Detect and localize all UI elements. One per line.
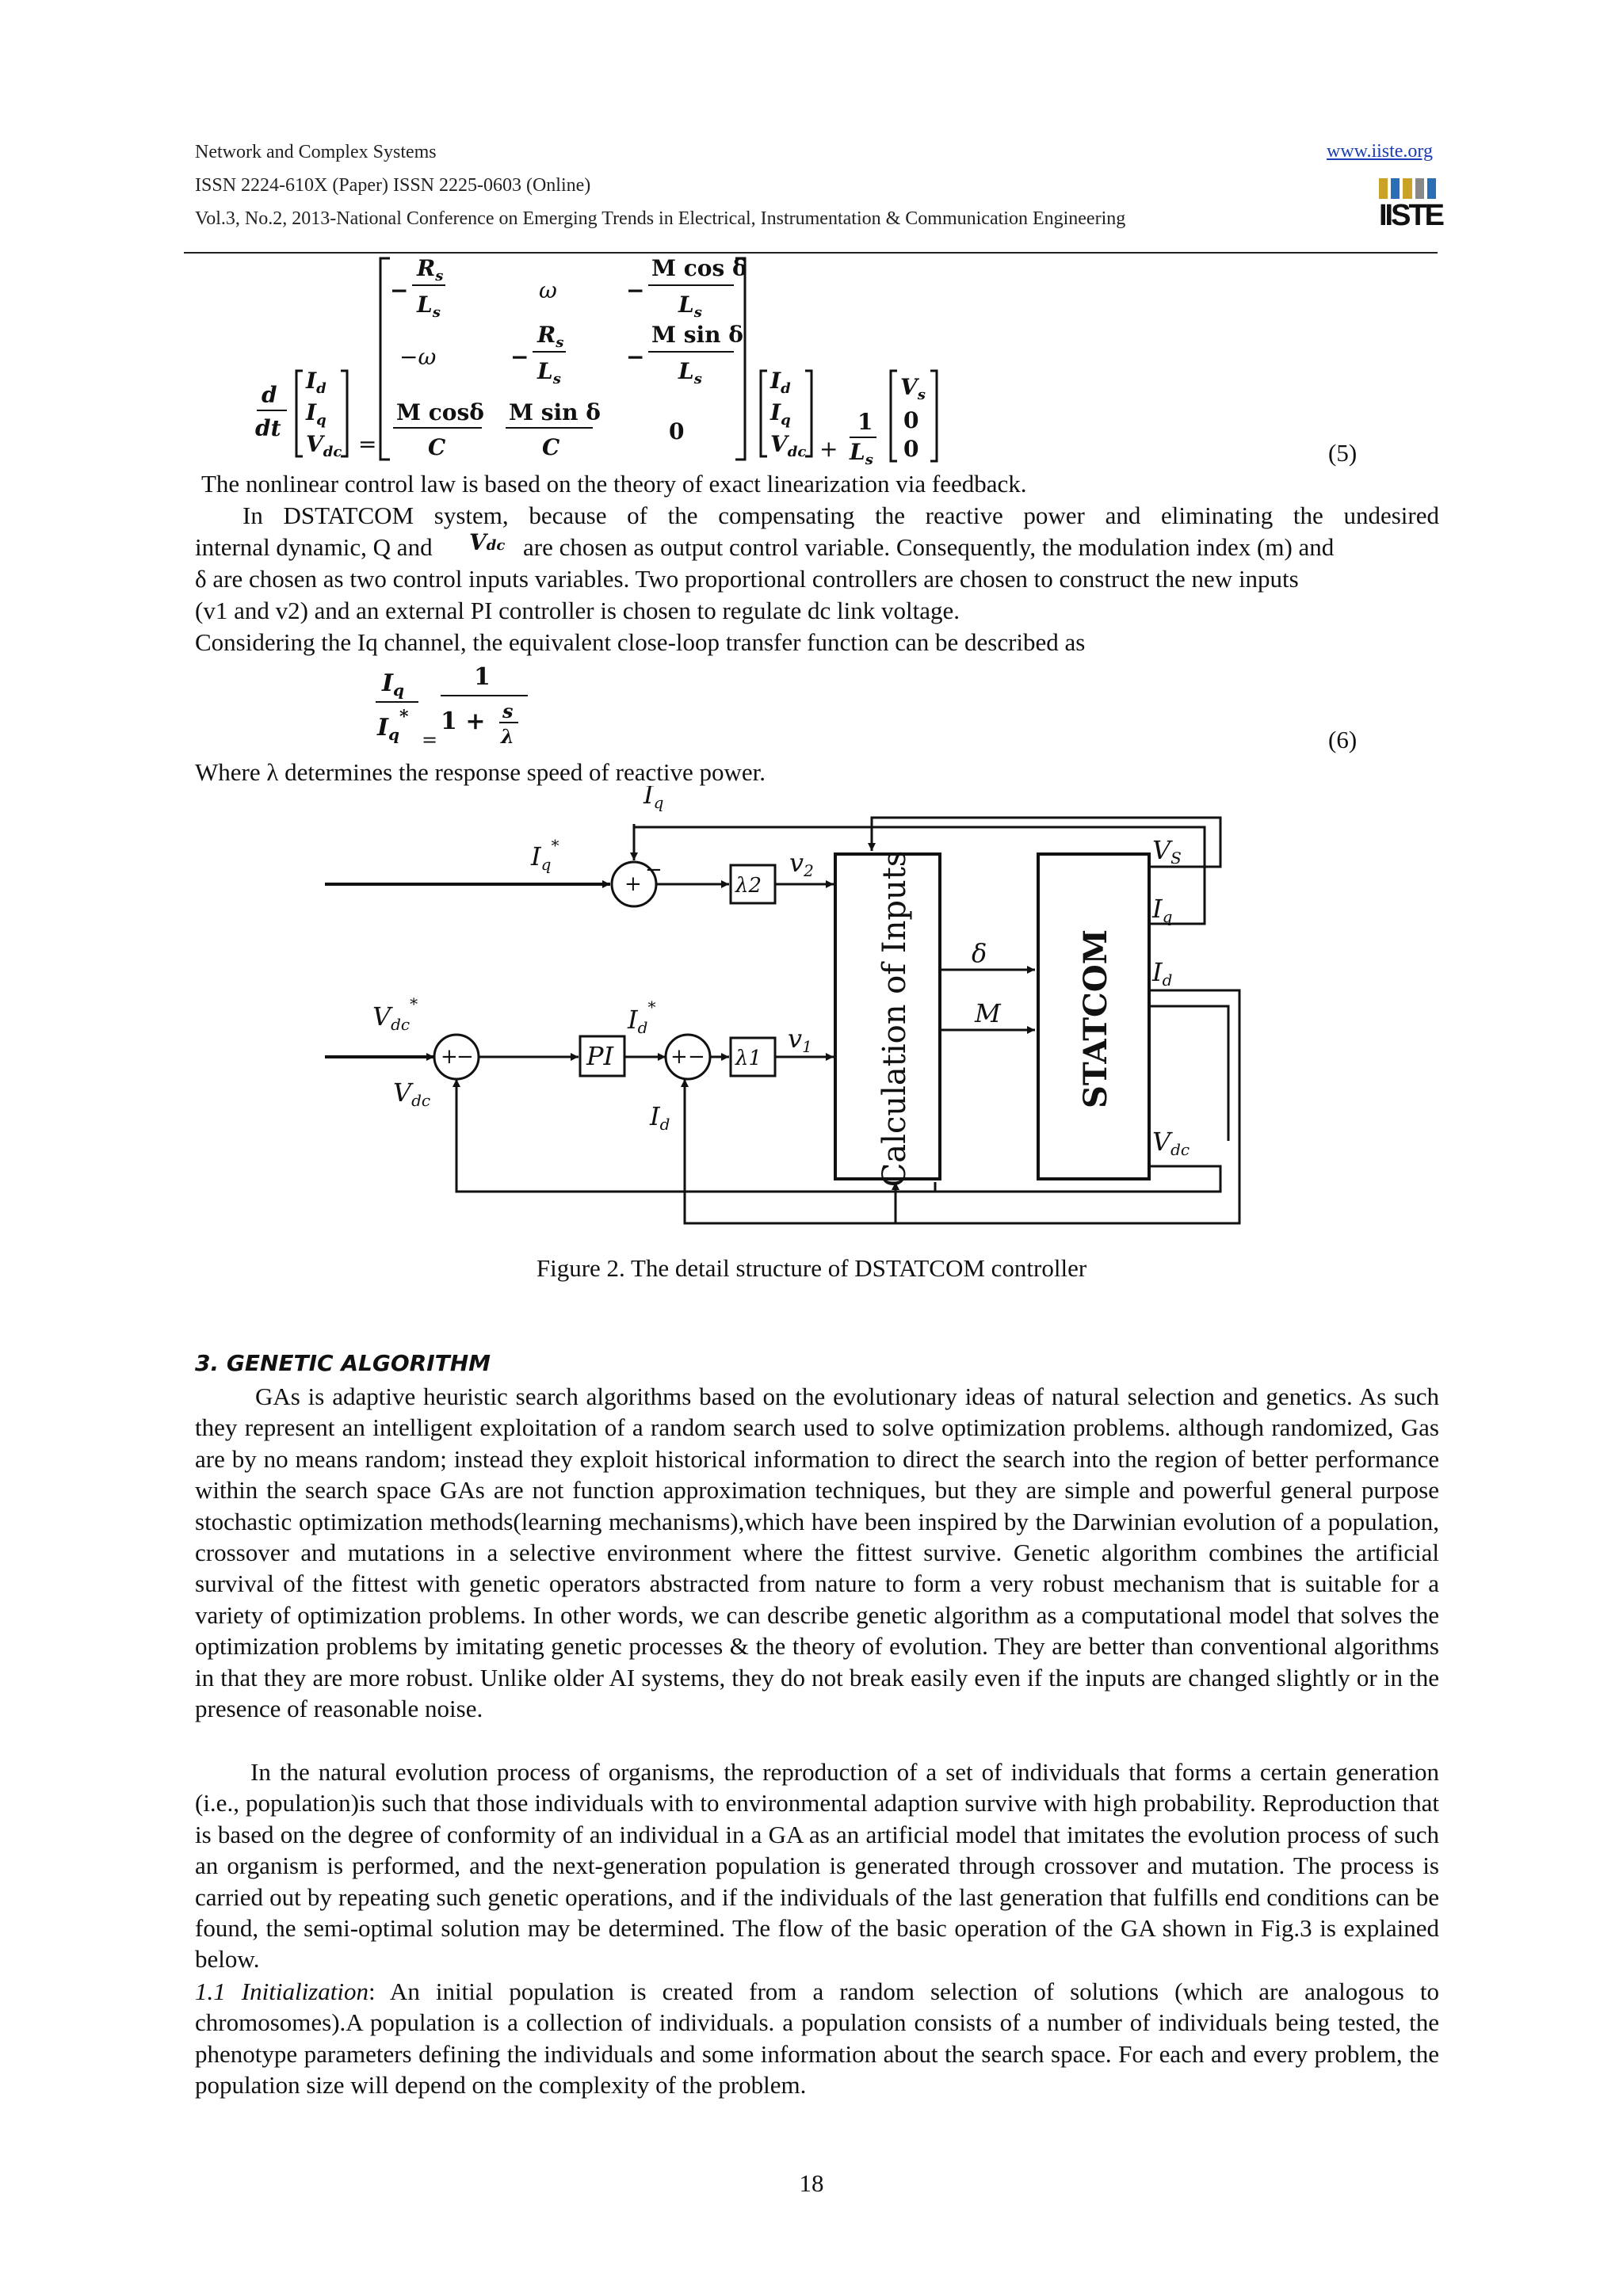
svg-text:v2: v2 <box>789 848 814 880</box>
svg-text:Rs: $R_s$ <box>537 322 564 351</box>
paragraph-dstatcom-line1: In DSTATCOM system, because of the compensating the reactive power and eliminating the undesired <box>242 502 1439 529</box>
svg-text:Iq: $I_q$ <box>382 669 405 700</box>
paragraph-control-law: The nonlinear control law is based on the theory of exact linearization via feedback. <box>201 470 1027 498</box>
section-3-title: 3. GENETIC ALGORITHM <box>195 1350 491 1376</box>
svg-text:Id: $I_d$ <box>306 368 327 397</box>
statcom-label: STATCOM <box>1077 929 1114 1109</box>
svg-text:VS: VS <box>1152 835 1182 868</box>
section-3-paragraph-3 <box>195 1976 1439 2101</box>
section-3-paragraph-2: In the natural evolution process of organisms, the reproduction of a set of individuals that forms a certain generation (i.e., population)is such that those individuals with to environmental adaption survive with high probability. Reproduction that is based on the degree of conformity of an individual in a GA as an artificial model that imitates the evolution process of such an organism is performed, and the next-generation population is generated through crossover and mutation. The process is carried out by repeating such genetic operations, and if the individuals of the last generation that fulfills end conditions can be found, the semi-optimal solution may be determined. The flow of the basic operation of the GA shown in Fig.3 is explained below. <box>195 1758 1439 1974</box>
svg-text:d: d <box>262 382 277 408</box>
svg-text:Id: Id <box>650 1101 670 1134</box>
figure-2-block-diagram <box>317 786 1268 1230</box>
svg-text:Vs: $V_s$ <box>900 374 926 403</box>
svg-text:0: 0 <box>903 436 919 462</box>
svg-text:−: − <box>626 277 645 303</box>
svg-text:=: = <box>358 431 377 457</box>
svg-text:Vdc: Vdc <box>1152 1127 1190 1159</box>
svg-text:+: + <box>819 436 838 462</box>
lambda2-label: λ2 <box>735 874 762 898</box>
logo-text: IISTE <box>1379 199 1443 232</box>
pi-label: PI <box>586 1041 614 1071</box>
paragraph-lambda: Where λ determines the response speed of reactive power. <box>195 758 766 786</box>
svg-text:Iq*: Iq* <box>531 836 559 874</box>
svg-text:M cosδ: M cosδ <box>396 399 484 425</box>
svg-text:+: + <box>624 872 642 896</box>
paragraph-dstatcom-line3: δ are chosen as two control inputs variables. Two proportional controllers are chosen to construct the new inputs <box>195 565 1299 593</box>
equation-6-number: (6) <box>1328 726 1358 753</box>
svg-text:M sin δ: M sin δ <box>509 399 601 425</box>
svg-text:Id: Id <box>1152 957 1173 990</box>
svg-text:+: + <box>670 1045 688 1069</box>
svg-text:C: C <box>542 434 560 460</box>
svg-text:Ls: $L_s$ <box>850 439 873 466</box>
svg-text:Ls: $L_s$ <box>678 292 702 321</box>
svg-text:−: − <box>390 277 409 303</box>
journal-url-link[interactable]: www.iiste.org <box>1327 141 1433 162</box>
svg-text:−: − <box>510 344 529 370</box>
svg-text:v1: v1 <box>788 1024 812 1056</box>
svg-text:1: 1 <box>474 663 491 691</box>
logo-bars-icon <box>1379 178 1436 199</box>
issn: ISSN 2224-610X (Paper) ISSN 2225-0603 (Online) <box>195 175 591 196</box>
iiste-logo <box>1379 178 1443 234</box>
svg-text:Vdc*: Vdc* <box>372 994 418 1034</box>
subsection-1-1-text: : An initial population is created from a random selection of solutions (which are analogous to chromosomes).A population is a collection of individuals. a population consists of a number of individuals being tested, the phenotype parameters defining the individuals and some information about the search space. For each and every problem, the population size will depend on the complexity of the problem. <box>195 1978 1439 2100</box>
svg-text:Id*: Id* <box>628 997 656 1037</box>
svg-text:Iq*: $I_q^*$ <box>377 707 409 744</box>
svg-text:Vdc: Vdc <box>393 1077 431 1110</box>
page-number: 18 <box>799 2169 824 2197</box>
svg-text:+: + <box>441 1045 458 1069</box>
vdc-symbol: Vdc <box>469 529 506 555</box>
svg-text:Id: $I_d$ <box>770 368 791 397</box>
svg-text:Vdc: $V_{dc}$ <box>306 431 342 460</box>
svg-text:Iq: $I_q$ <box>770 399 791 429</box>
svg-text:M: M <box>975 998 1001 1028</box>
calculation-of-inputs-label: Calculation of Inputs <box>876 850 913 1188</box>
svg-text:−: − <box>645 858 663 882</box>
svg-text:−: − <box>456 1045 474 1069</box>
svg-text:Ls: $L_s$ <box>417 292 441 321</box>
equation-6 <box>372 659 547 753</box>
equation-5 <box>238 252 967 466</box>
paragraph-dstatcom-line4: (v1 and v2) and an external PI controller is chosen to regulate dc link voltage. <box>195 597 960 624</box>
journal-name: Network and Complex Systems <box>195 142 437 162</box>
equation-5-number: (5) <box>1328 439 1358 467</box>
svg-text:ω: ω <box>539 277 557 303</box>
svg-text:Iq: $I_q$ <box>306 399 327 429</box>
svg-text:1 +: 1 + <box>441 707 486 735</box>
svg-text:Vdc: $V_{dc}$ <box>770 431 807 460</box>
svg-text:Iq: Iq <box>1152 894 1173 926</box>
svg-text:Ls: $L_s$ <box>678 358 702 387</box>
svg-text:Rs: $R_s$ <box>417 255 444 284</box>
svg-text:λ: λ <box>501 725 514 748</box>
figure-2-caption: Figure 2. The detail structure of DSTATCOM controller <box>536 1254 1087 1282</box>
svg-text:Ls: $L_s$ <box>537 358 561 387</box>
svg-text:0: 0 <box>669 418 685 444</box>
svg-text:M cos δ: M cos δ <box>651 255 747 281</box>
svg-text:δ: δ <box>972 938 987 968</box>
svg-text:0: 0 <box>903 407 919 433</box>
svg-text:s: s <box>502 700 514 723</box>
svg-text:=: = <box>422 729 438 751</box>
volume-info: Vol.3, No.2, 2013-National Conference on Emerging Trends in Electrical, Instrumentation & Communication Engineering <box>195 208 1126 229</box>
svg-text:M sin δ: M sin δ <box>651 322 743 348</box>
lambda1-label: λ1 <box>735 1047 762 1070</box>
subsection-1-1-title: 1.1 Initialization <box>195 1978 369 2005</box>
svg-text:C: C <box>428 434 446 460</box>
paragraph-dstatcom-line2b: are chosen as output control variable. Consequently, the modulation index (m) and <box>523 533 1335 561</box>
svg-text:Iq: Iq <box>643 786 664 812</box>
svg-text:dt: dt <box>255 415 281 441</box>
section-3-paragraph-1: GAs is adaptive heuristic search algorithms based on the evolutionary ideas of natural selection and genetics. As such they represent an intelligent exploitation of a random search used to solve optimization problems. although randomized, Gas are by no means random; instead they exploit historical information to direct the search into the region of better performance within the search space GAs are not function approximation techniques, but they are simple and powerful general purpose stochastic optimization methods(learning mechanisms),which have been inspired by the Darwinian evolution of a population, crossover and mutations in a selective environment where the fittest survive. Genetic algorithm combines the artificial survival of the fittest with genetic operators abstracted from nature to form a very robust mechanism that is suitable for a variety of optimization problems. In other words, we can describe genetic algorithm as a computational model that solves the optimization problems by imitating genetic processes & the theory of evolution. They are better than conventional algorithms in that they are more robust. Unlike older AI systems, they do not break easily even if the inputs are changed slightly or in the presence of reasonable noise. <box>195 1383 1439 1723</box>
svg-text:1: 1 <box>857 409 873 435</box>
paragraph-dstatcom-line2a: internal dynamic, Q and <box>195 533 433 561</box>
paragraph-iq-channel: Considering the Iq channel, the equivalent close-loop transfer function can be described as <box>195 628 1086 656</box>
svg-text:−ω: −ω <box>399 344 437 370</box>
svg-text:−: − <box>626 344 645 370</box>
svg-text:−: − <box>688 1045 705 1069</box>
